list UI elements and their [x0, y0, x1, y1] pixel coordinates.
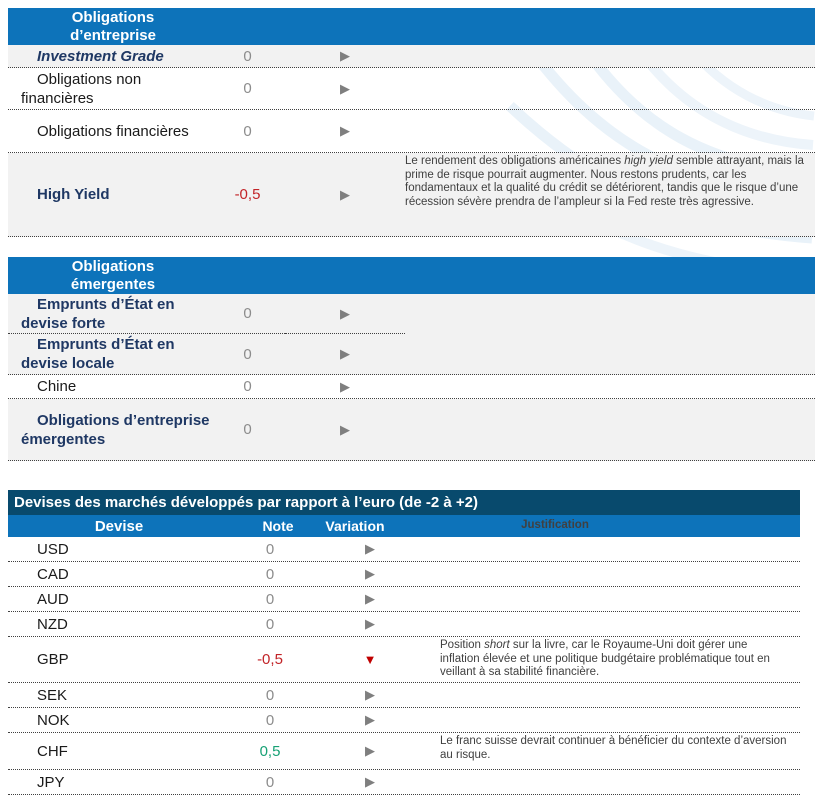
- table-row-emerging-corporate-bonds: [8, 399, 815, 461]
- corporate-bonds-header: [8, 8, 815, 45]
- column-header-variation: Variation: [325, 518, 385, 534]
- allocation-document-page: [0, 8, 817, 790]
- variation-right-icon: ▶: [340, 48, 350, 63]
- table-row-usd: [8, 537, 800, 562]
- table-row-china: [8, 375, 815, 399]
- row-label: Obligations d’entreprise émergentes: [21, 411, 210, 448]
- variation-right-icon: ▶: [340, 123, 350, 138]
- row-label: Obligations financières: [37, 122, 189, 140]
- variation-right-icon: ▶: [340, 305, 350, 321]
- currency-label: AUD: [37, 590, 69, 608]
- note-value: 0: [243, 122, 252, 140]
- column-header-justification: Justification: [521, 519, 589, 532]
- table-row-high-yield: [8, 153, 815, 237]
- table-row-sek: [8, 683, 800, 708]
- variation-right-icon: ▶: [340, 378, 350, 394]
- row-label: Chine: [37, 378, 77, 395]
- note-value: 0: [243, 47, 252, 65]
- note-value: 0: [210, 294, 285, 334]
- note-value: 0: [265, 711, 275, 729]
- variation-right-icon: ▶: [365, 616, 375, 631]
- table-row-financial-bonds: [8, 110, 815, 153]
- row-label: Emprunts d’État en devise forte: [21, 295, 175, 332]
- variation-right-icon: ▶: [365, 743, 375, 759]
- note-value: 0: [243, 378, 252, 395]
- variation-down-icon: ▼: [363, 652, 377, 668]
- currency-label: GBP: [37, 651, 69, 669]
- note-value: 0: [265, 540, 275, 558]
- column-header-devise: Devise: [94, 517, 144, 535]
- emerging-bonds-table: [8, 257, 815, 461]
- variation-right-icon: ▶: [365, 687, 375, 703]
- table-title: Obligations d’entreprise: [70, 8, 156, 44]
- table-row-non-financial-bonds: [8, 68, 815, 110]
- table-row-investment-grade: [8, 45, 815, 68]
- table-row-nzd: [8, 612, 800, 637]
- note-value: 0: [265, 773, 275, 791]
- row-label: Obligations non financières: [21, 70, 142, 107]
- table-row-jpy: [8, 770, 800, 795]
- currency-label: NZD: [37, 615, 68, 633]
- note-value: -0,5: [257, 651, 283, 669]
- table-row-cad: [8, 562, 800, 587]
- row-label: Investment Grade: [37, 47, 164, 65]
- currency-label: CAD: [37, 565, 69, 583]
- table-row-gbp: [8, 637, 800, 683]
- variation-right-icon: ▶: [365, 566, 375, 581]
- corporate-bonds-table: [8, 8, 815, 237]
- variation-right-icon: ▶: [340, 80, 350, 96]
- column-header-note: Note: [262, 518, 294, 534]
- note-value: 0: [243, 80, 252, 97]
- table-row-nok: [8, 708, 800, 733]
- note-value: 0,5: [259, 742, 281, 760]
- variation-right-icon: ▶: [365, 591, 375, 606]
- table-row-aud: [8, 587, 800, 612]
- variation-right-icon: ▶: [340, 346, 350, 361]
- currency-label: CHF: [37, 742, 68, 760]
- justification-text: Le rendement des obligations américaines high yield semble attrayant, mais la prime de risque pourrait augmenter. Nous restons prudents, car les fondamentaux et la qualité du crédit se détériorent, tandis que le risque d’une récession sévère prendra de l’ampleur si la Fed reste très agressive.: [405, 155, 804, 209]
- note-value: 0: [265, 686, 275, 704]
- currency-label: SEK: [37, 686, 68, 704]
- note-value: 0: [265, 615, 275, 633]
- note-value: 0: [243, 345, 252, 363]
- variation-right-icon: ▶: [365, 712, 375, 728]
- currencies-table-title: Devises des marchés développés par rapport à l’euro (de -2 à +2): [8, 490, 800, 515]
- note-value: 0: [265, 565, 275, 583]
- justification-text: Le franc suisse devrait continuer à bénéficier du contexte d’aversion au risque.: [440, 735, 787, 761]
- justification-text: Position short sur la livre, car le Royaume-Uni doit gérer une inflation élevée et une politique budgétaire problématique tout en veillant à sa stabilité financière.: [440, 639, 770, 679]
- table-title: Obligations émergentes: [70, 257, 156, 293]
- variation-right-icon: ▶: [365, 541, 375, 556]
- variation-right-icon: ▶: [340, 186, 350, 202]
- note-value: 0: [265, 590, 275, 608]
- note-value: -0,5: [234, 186, 261, 203]
- variation-right-icon: ▶: [365, 774, 375, 790]
- row-label: High Yield: [37, 186, 110, 203]
- table-row-local-currency-sovereign: [8, 334, 815, 375]
- currency-label: NOK: [37, 711, 70, 729]
- currency-label: JPY: [37, 773, 65, 791]
- currency-label: USD: [37, 540, 69, 558]
- note-value: 0: [243, 421, 252, 438]
- table-row-hard-currency-sovereign: [8, 294, 815, 334]
- currencies-column-headers: [8, 515, 800, 537]
- table-row-chf: [8, 733, 800, 770]
- emerging-bonds-header: [8, 257, 815, 294]
- developed-currencies-table: [8, 490, 800, 795]
- row-label: Emprunts d’État en devise locale: [21, 336, 175, 372]
- variation-right-icon: ▶: [340, 421, 350, 437]
